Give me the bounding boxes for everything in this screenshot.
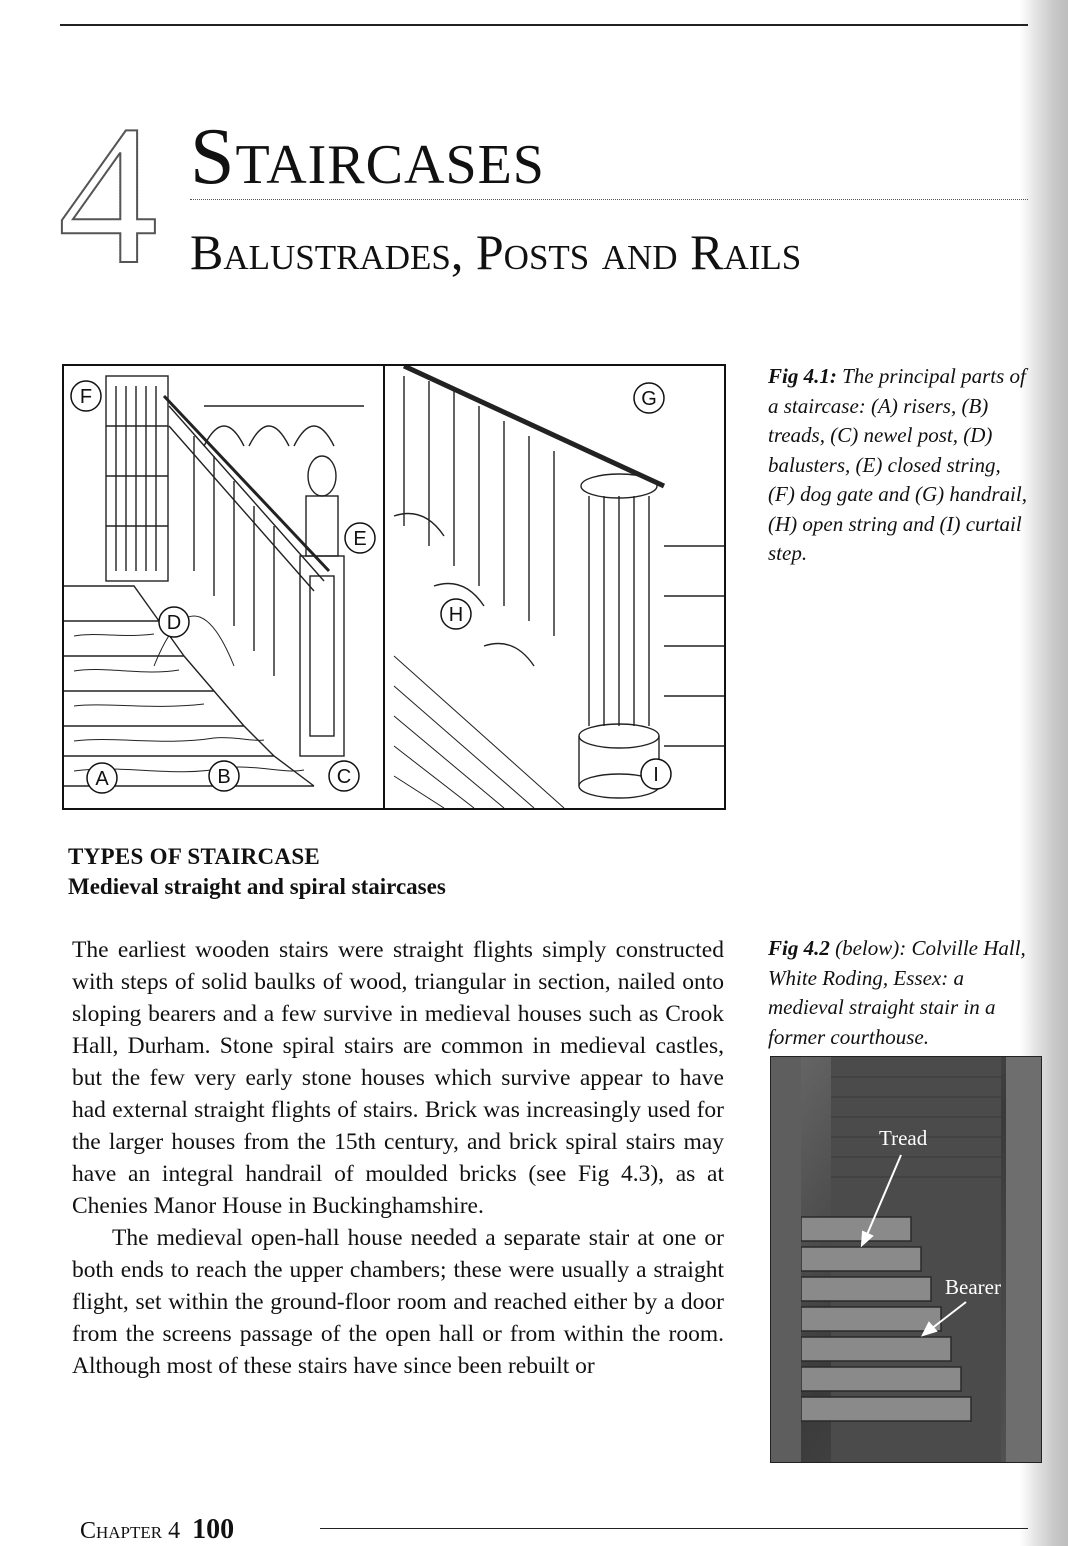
section-subheading: Medieval straight and spiral staircases <box>68 874 446 899</box>
top-rule <box>60 24 1028 26</box>
label-H <box>441 599 471 629</box>
stair-photo <box>771 1057 1041 1462</box>
caption-label: Fig 4.2 <box>768 936 830 960</box>
svg-text:A: A <box>95 768 109 790</box>
caption-text: (below): Colville Hall, White Roding, Essex: a medieval straight stair in a former courthouse. <box>768 936 1026 1049</box>
label-E <box>345 523 375 553</box>
label-G <box>634 383 664 413</box>
chapter-title: Staircases <box>190 113 545 201</box>
svg-text:G: G <box>641 388 657 410</box>
figure-4-1-illustration <box>62 364 726 810</box>
staircase-drawing <box>64 366 724 808</box>
svg-text:B: B <box>217 766 231 788</box>
caption-text: The principal parts of a staircase: (A) risers, (B) treads, (C) newel post, (D) balusters, (E) closed string, (F) dog gate and (G) handrail, (H) open string and (I) curtail step. <box>768 364 1027 565</box>
bearer-label: Bearer <box>945 1275 1001 1299</box>
label-D <box>159 607 189 637</box>
footer-rule <box>320 1528 1028 1529</box>
figure-4-2-caption <box>768 934 1034 1052</box>
title-divider <box>190 199 1028 200</box>
body-text <box>72 934 724 1382</box>
paragraph: The medieval open-hall house needed a separate stair at one or both ends to reach the upper chambers; these were usually a straight flight, set within the ground-floor room and reached either by a door from the screens passage of the open hall or from within the room. Although most of these stairs have since been rebuilt or <box>72 1225 724 1379</box>
tread-label: Tread <box>879 1126 928 1150</box>
svg-text:E: E <box>353 528 367 550</box>
label-F <box>71 381 101 411</box>
footer-chapter: Chapter 4 <box>80 1518 181 1544</box>
paragraph: The earliest wooden stairs were straight flights simply constructed with steps of solid baulks of wood, triangular in section, nailed onto sloping bearers and a few survive in medieval houses such as Crook Hall, Durham. Stone spiral stairs are common in medieval castles, but the few very early stone houses which survive appear to have had external straight flights of stairs. Brick was increasingly used for the larger houses from the 15th century, and brick spiral stairs may have an integral handrail of moulded bricks (see Fig 4.3), as at Chenies Manor House in Buckinghamshire. <box>72 937 724 1219</box>
caption-label: Fig 4.1: <box>768 364 837 388</box>
chapter-subtitle: Balustrades, Posts and Rails <box>190 224 802 280</box>
svg-text:F: F <box>79 386 93 408</box>
svg-text:I: I <box>653 764 659 786</box>
label-A <box>87 763 117 793</box>
page-number: 100 <box>192 1514 235 1545</box>
svg-text:D: D <box>166 612 182 634</box>
svg-text:H: H <box>448 604 464 626</box>
page-footer <box>80 1514 234 1546</box>
label-B <box>209 761 239 791</box>
figure-4-1-caption <box>768 362 1030 569</box>
label-I <box>641 759 671 789</box>
chapter-number: 4 <box>58 85 158 306</box>
section-heading: TYPES OF STAIRCASE <box>68 844 321 869</box>
svg-text:C: C <box>336 766 352 788</box>
label-C <box>329 761 359 791</box>
figure-4-2-photo <box>770 1056 1042 1463</box>
